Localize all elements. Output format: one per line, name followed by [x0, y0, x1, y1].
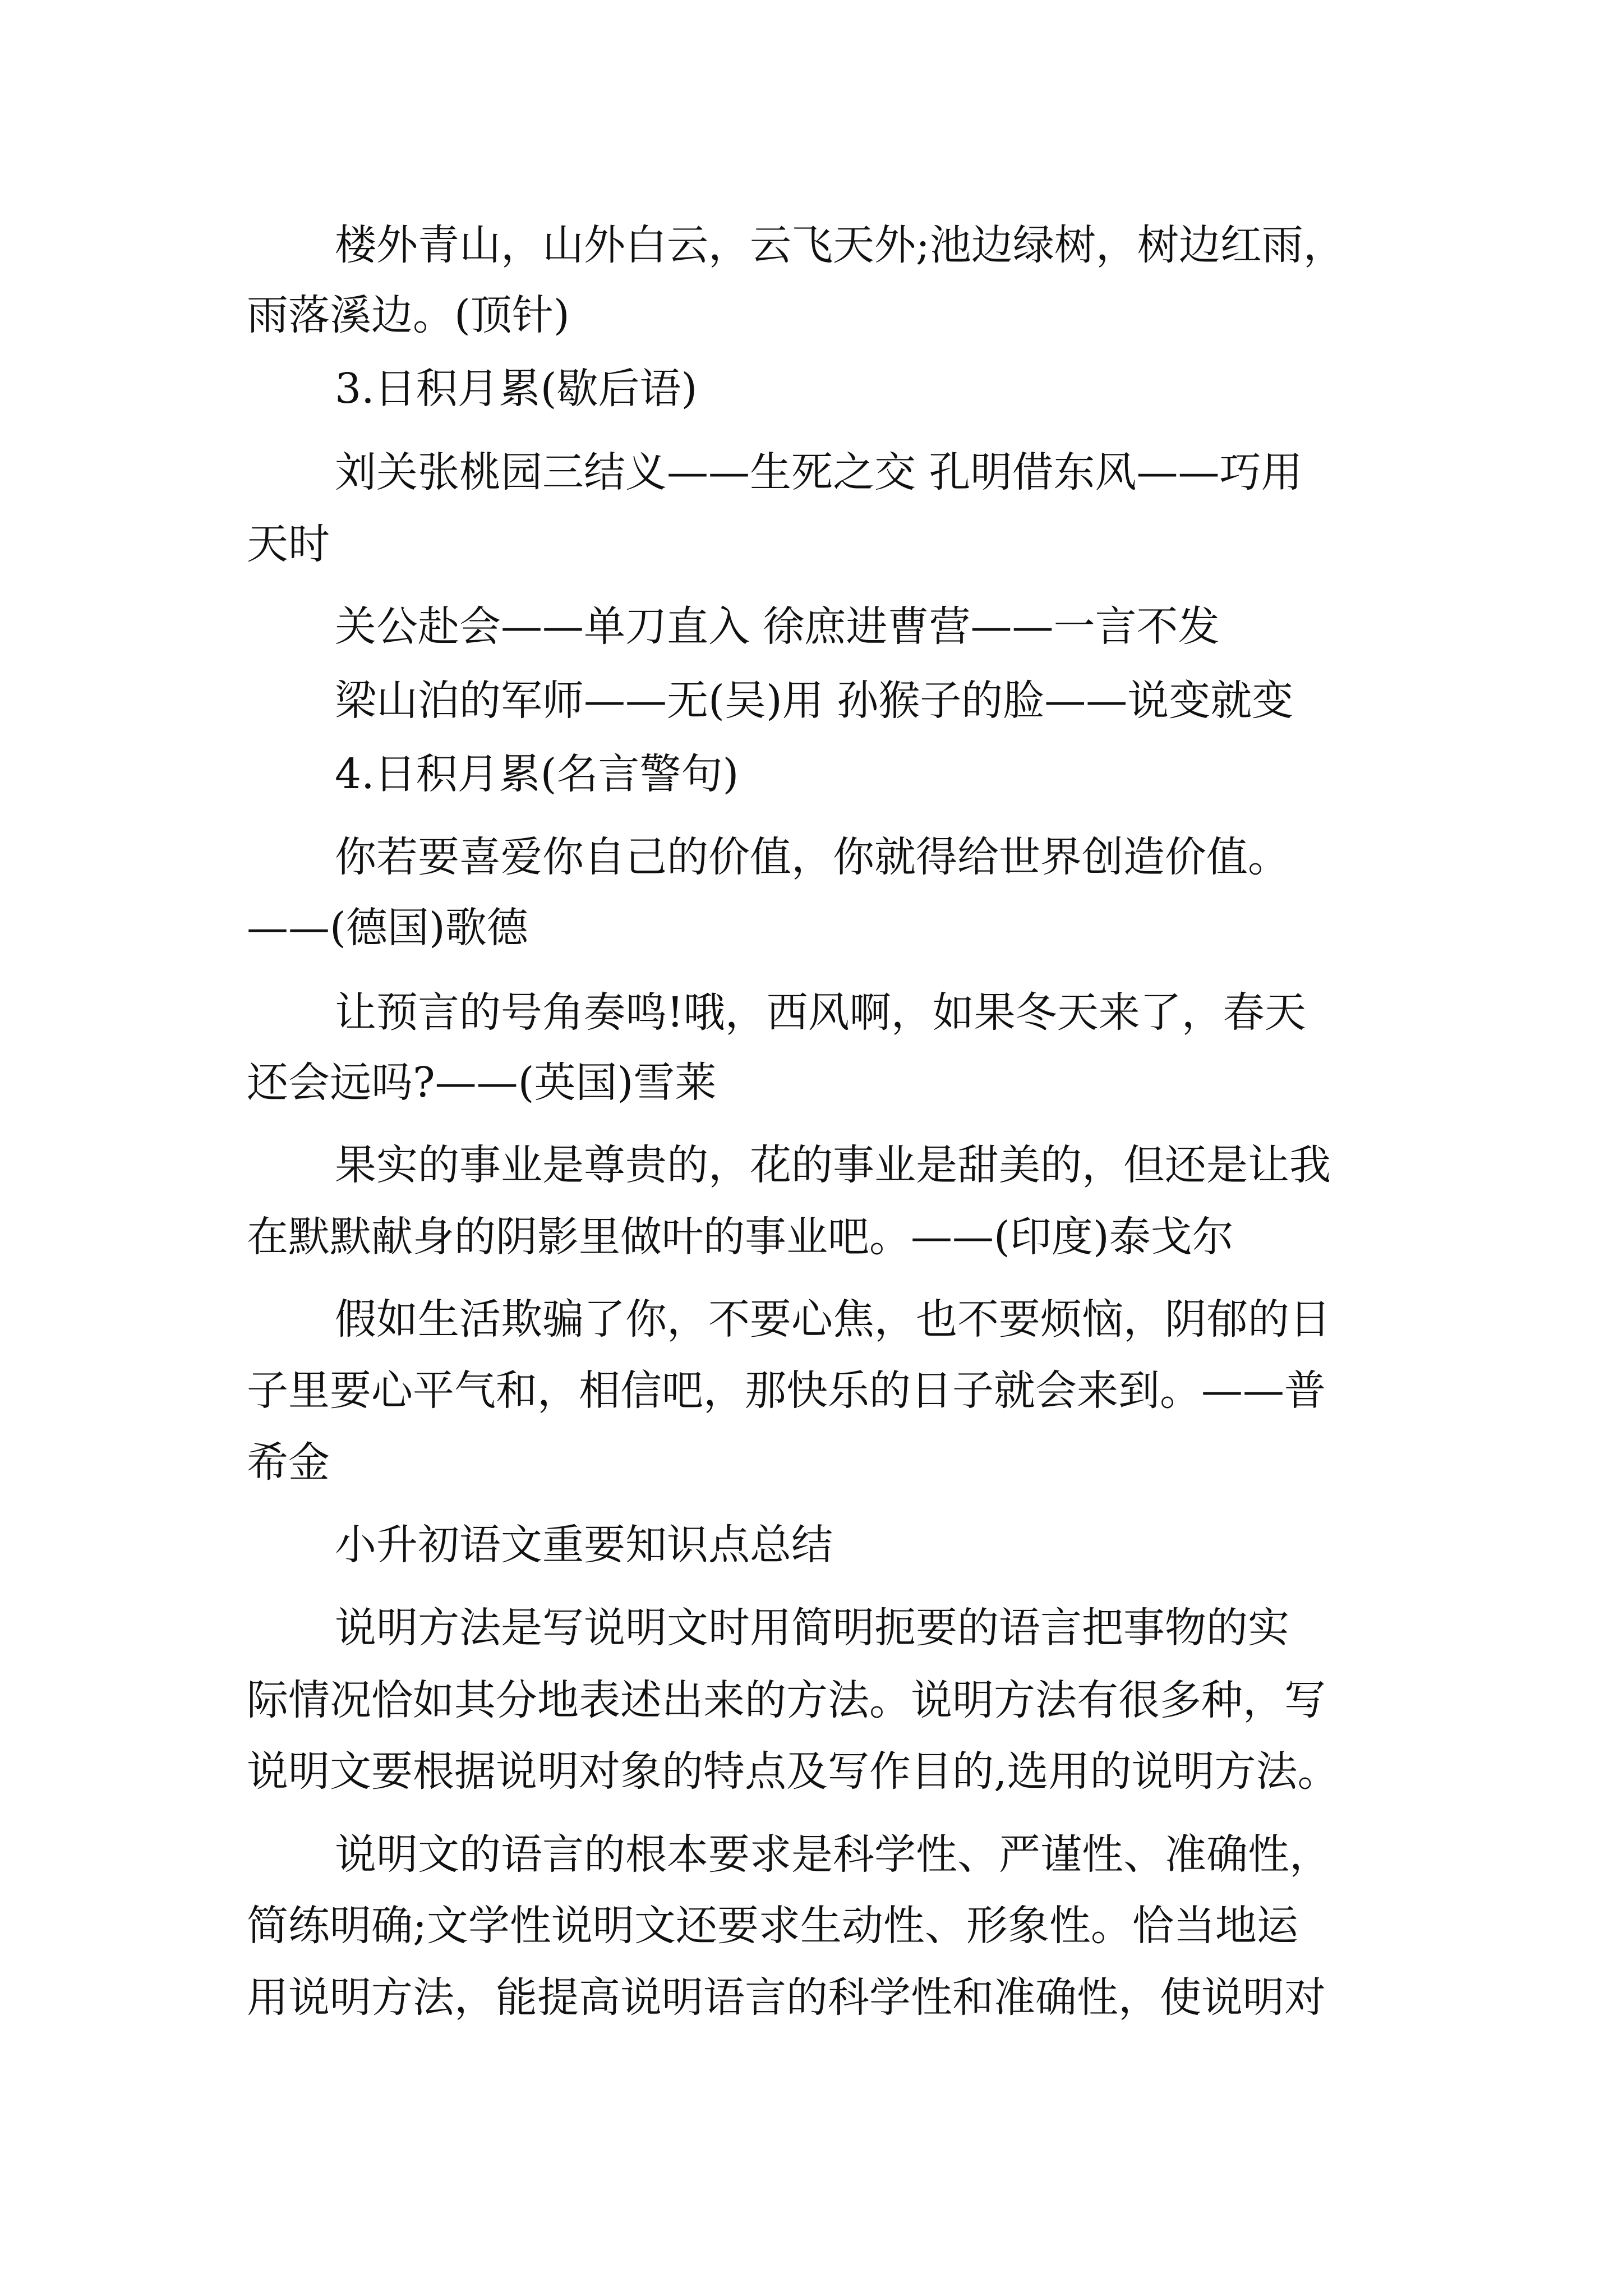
- text-line: 刘关张桃园三结义——生死之交 孔明借东风——巧用: [335, 448, 1303, 496]
- text-line: 说明文要根据说明对象的特点及写作目的,选用的说明方法。: [247, 1747, 1339, 1796]
- text-line: 天时: [247, 520, 330, 568]
- text-line: 用说明方法，能提高说明语言的科学性和准确性，使说明对: [247, 1973, 1326, 2022]
- text-line: 还会远吗?——(英国)雪莱: [247, 1059, 717, 1107]
- text-line: 说明文的语言的根本要求是科学性、严谨性、准确性，: [335, 1830, 1331, 1879]
- text-line: 让预言的号角奏鸣!哦，西风啊，如果冬天来了，春天: [335, 988, 1306, 1037]
- text-line: 在默默献身的阴影里做叶的事业吧。——(印度)泰戈尔: [247, 1213, 1234, 1261]
- text-line: 简练明确;文学性说明文还要求生动性、形象性。恰当地运: [247, 1902, 1298, 1950]
- text-line: ——(德国)歌德: [247, 904, 528, 952]
- text-line: 际情况恰如其分地表述出来的方法。说明方法有很多种，写: [247, 1676, 1326, 1724]
- text-line: 雨落溪边。(顶针): [247, 291, 570, 339]
- text-line: 关公赴会——单刀直入 徐庶进曹营——一言不发: [335, 602, 1220, 651]
- text-line: 子里要心平气和，相信吧，那快乐的日子就会来到。——普: [247, 1366, 1326, 1415]
- text-line: 希金: [247, 1438, 330, 1487]
- section-heading: 3.日积月累(歇后语): [335, 365, 698, 413]
- text-line: 梁山泊的军师——无(吴)用 孙猴子的脸——说变就变: [335, 677, 1294, 725]
- text-line: 假如生活欺骗了你，不要心焦，也不要烦恼，阴郁的日: [335, 1295, 1331, 1343]
- text-line: 果实的事业是尊贵的，花的事业是甜美的，但还是让我: [335, 1141, 1331, 1189]
- section-heading: 小升初语文重要知识点总结: [335, 1521, 833, 1569]
- section-heading: 4.日积月累(名言警句): [335, 750, 739, 798]
- text-line: 你若要喜爱你自己的价值，你就得给世界创造价值。: [335, 833, 1289, 881]
- text-line: 说明方法是写说明文时用简明扼要的语言把事物的实: [335, 1604, 1289, 1652]
- text-line: 楼外青山，山外白云，云飞天外;池边绿树，树边红雨，: [335, 221, 1345, 269]
